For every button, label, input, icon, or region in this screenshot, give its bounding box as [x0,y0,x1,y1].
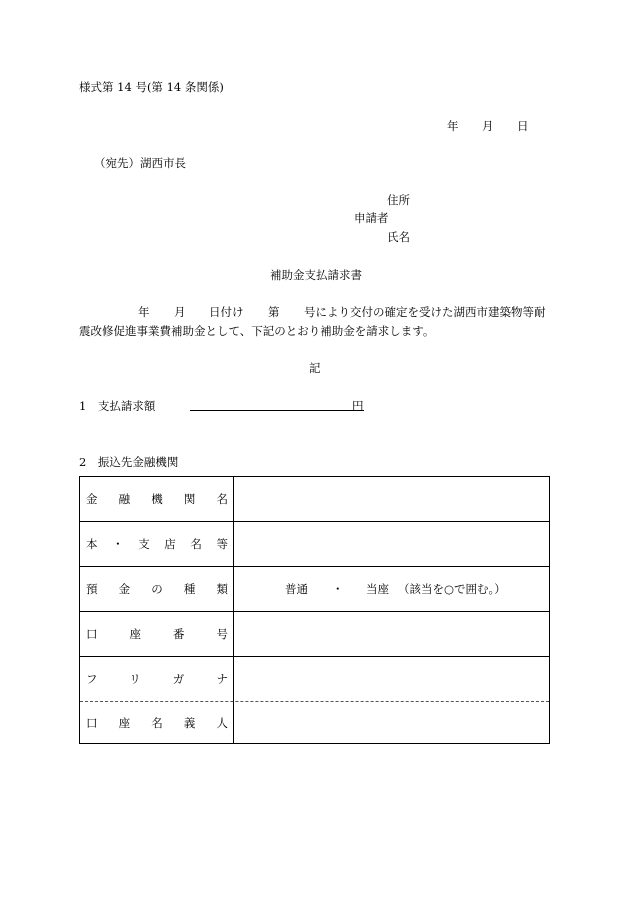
body-sentence-1: 号により交付の確定を受けた湖西市建築物等耐 [304,305,546,319]
table-row-account-number [80,612,549,657]
body-day-dated: 日付け [209,305,244,319]
table-row-account-holder [80,702,549,744]
table-row-deposit-type [80,567,549,612]
section-2-label: 2 振込先金融機関 [79,455,179,469]
row-label-furigana: フリガナ [86,672,228,686]
deposit-option-checking[interactable]: 当座 [366,582,389,596]
form-number: 様式第 14 号(第 14 条関係) [79,80,224,94]
amount-underline[interactable] [190,398,364,411]
date-year-label: 年 [447,119,459,133]
row-label-account-number: 口座番号 [86,627,228,641]
date-month-label: 月 [482,119,494,133]
section-1-label: 1 支払請求額 [79,399,156,413]
body-no: 第 [268,305,280,319]
applicant-label: 申請者 [354,211,389,225]
ki-label: 記 [309,361,321,375]
address-label: 住所 [387,193,410,207]
body-sentence-2: 震改修促進事業費補助金として、下記のとおり補助金を請求します。 [79,324,435,338]
name-label: 氏名 [387,230,410,244]
bank-info-table [79,476,550,744]
row-label-account-holder: 口座名義人 [86,716,228,730]
addressee: （宛先）湖西市長 [94,156,186,170]
body-month: 月 [174,305,186,319]
deposit-note: （該当を○で囲む。） [398,582,506,596]
table-row-bank-name [80,477,549,522]
document-title: 補助金支払請求書 [270,268,362,282]
table-row-furigana [80,657,549,702]
body-year: 年 [138,305,150,319]
deposit-separator: ・ [332,582,344,596]
row-label-branch-name: 本・支店名等 [86,537,228,551]
deposit-option-regular[interactable]: 普通 [285,582,308,596]
amount-unit: 円 [352,399,364,413]
row-label-bank-name: 金融機関名 [86,492,228,506]
row-label-deposit-type: 預金の種類 [86,582,228,596]
table-row-branch-name [80,522,549,567]
date-day-label: 日 [517,119,529,133]
